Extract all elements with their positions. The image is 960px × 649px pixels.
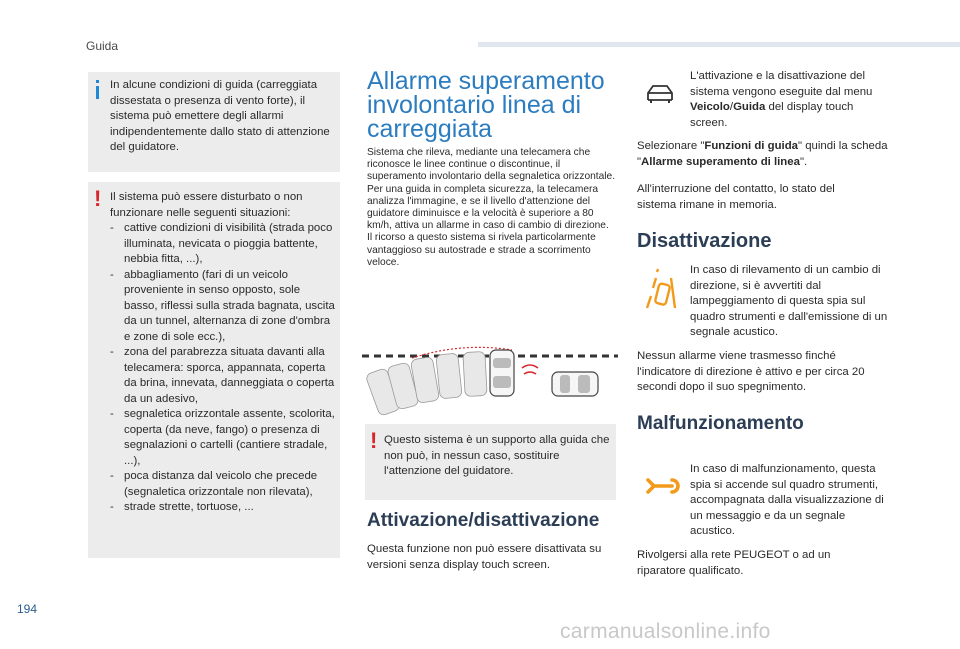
section-title-deactivation: Disattivazione xyxy=(637,230,772,252)
activation-slash: / xyxy=(729,101,734,113)
intro-body xyxy=(367,147,617,269)
activation-text xyxy=(690,69,890,131)
activation-post: del display touch screen. xyxy=(690,101,854,129)
info-icon xyxy=(96,86,99,99)
lane-departure-warning-icon xyxy=(643,268,679,310)
section-body-activation: Questa funzione non può essere disattivata su versioni senza display touch screen. xyxy=(367,543,602,571)
select-pre: Selezionare " xyxy=(637,140,705,152)
activation-pre: L'attivazione e la disattivazione del sistema vengono eseguite dal menu xyxy=(690,70,873,98)
warning-list-item-text: abbagliamento (fari di un veicolo proveniente in senso opposto, sole basso, riflessi sulla strada bagnata, uscita da un tunnel, alternanza di zone d'ombra e zone di sole ecc.), xyxy=(124,268,335,343)
list-dash: - xyxy=(110,408,114,420)
wrench-icon xyxy=(646,476,680,496)
warning-list-item xyxy=(110,469,335,500)
info-note-text: In alcune condizioni di guida (carreggiata dissestata o presenza di vento forte), il sistema può emettere degli allarmi indipendentemente dallo stato di attenzione del guidatore. xyxy=(110,79,330,153)
deactivation-body: In caso di rilevamento di un cambio di direzione, si è avvertiti dal lampeggiamento di questa spia sul quadro strumenti e dall'emissione di un segnale acustico. xyxy=(690,264,888,338)
warning-icon: ! xyxy=(370,428,378,453)
activation-menu-drive: Guida xyxy=(733,101,766,113)
select-bold-tab: Allarme superamento di linea xyxy=(641,155,800,168)
select-post: ". xyxy=(799,155,808,168)
page-number: 194 xyxy=(17,602,38,616)
warning-intro: Il sistema può essere disturbato o non funzionare nelle seguenti situazioni: xyxy=(110,191,303,219)
warning-list-item xyxy=(110,500,335,516)
section-title-malfunction: Malfunzionamento xyxy=(637,413,804,434)
warning-list-item xyxy=(110,345,335,407)
footer-watermark: carmanualsonline.info xyxy=(560,620,771,643)
list-dash: - xyxy=(110,346,114,358)
select-bold-functions: Funzioni di guida xyxy=(704,140,799,152)
info-icon-dot xyxy=(96,80,99,83)
warning-note-text: Questo sistema è un supporto alla guida che non può, in nessun caso, sostituire l'attenzione del guidatore. xyxy=(384,434,610,477)
list-dash: - xyxy=(110,268,114,281)
header-section-label: Guida xyxy=(86,39,119,53)
list-dash: - xyxy=(110,501,114,513)
memory-text: All'interruzione del contatto, lo stato del sistema rimane in memoria. xyxy=(637,183,835,211)
car-menu-icon xyxy=(645,82,675,104)
select-mid: " quindi la scheda " xyxy=(637,140,888,168)
warning-list-item xyxy=(110,221,335,268)
lane-departure-illustration xyxy=(362,338,618,420)
malfunction-body: In caso di malfunzionamento, questa spia si accende sul quadro strumenti, accompagnata dalla visualizzazione di un messaggio e da un segnale acustico. xyxy=(690,463,884,537)
intro-body-p1: Sistema che rileva, mediante una telecamera che riconosce le linee continue o discontinue, il superamento involontario della segnaletica orizzontale. Per una guida in completa sicurezza, la telecamera analizza l'immagine, e se il livello d'attenzione del guidatore diminuisce e la velocità è superiore a 80 km/h, attiva un allarme in caso di cambio di direzione. xyxy=(367,147,616,232)
list-dash: - xyxy=(110,222,114,234)
section-title-activation: Attivazione/disattivazione xyxy=(367,510,600,531)
warning-icon: ! xyxy=(94,186,102,211)
warning-list-item-text: cattive condizioni di visibilità (strada poco illuminata, nevicata o pioggia battente, nebbia fitta, ...), xyxy=(124,222,333,265)
warning-list-item xyxy=(110,268,335,346)
warning-list-item-text: strade strette, tortuose, ... xyxy=(124,501,254,513)
warning-text xyxy=(110,190,335,516)
header-bar xyxy=(478,42,960,47)
page-title: Allarme superamento involontario linea di carreggiata xyxy=(367,67,605,143)
warning-list-item-text: segnaletica orizzontale assente, scolorita, coperta (da neve, fango) o presenza di segnalazioni o cartelli (cantiere stradale, ...), xyxy=(124,408,335,467)
warning-list-item-text: zona del parabrezza situata davanti alla telecamera: sporca, appannata, coperta da brina, innevata, danneggiata o coperta da un adesivo, xyxy=(124,346,335,405)
no-alarm-text: Nessun allarme viene trasmesso finché l'indicatore di direzione è attivo e per circa 20 secondi dopo il suo spegnimento. xyxy=(637,350,865,393)
contact-text: Rivolgersi alla rete PEUGEOT o ad un riparatore qualificato. xyxy=(637,549,831,577)
warning-list xyxy=(110,221,335,516)
activation-menu-vehicle: Veicolo xyxy=(690,101,730,113)
intro-body-p2: Il ricorso a questo sistema si rivela particolarmente vantaggioso su autostrade e strade a scorrimento veloce. xyxy=(367,232,596,268)
select-instruction xyxy=(637,139,897,170)
warning-list-item xyxy=(110,407,335,469)
warning-list-item-text: poca distanza dal veicolo che precede (segnaletica orizzontale non rilevata), xyxy=(124,470,318,498)
list-dash: - xyxy=(110,470,114,482)
